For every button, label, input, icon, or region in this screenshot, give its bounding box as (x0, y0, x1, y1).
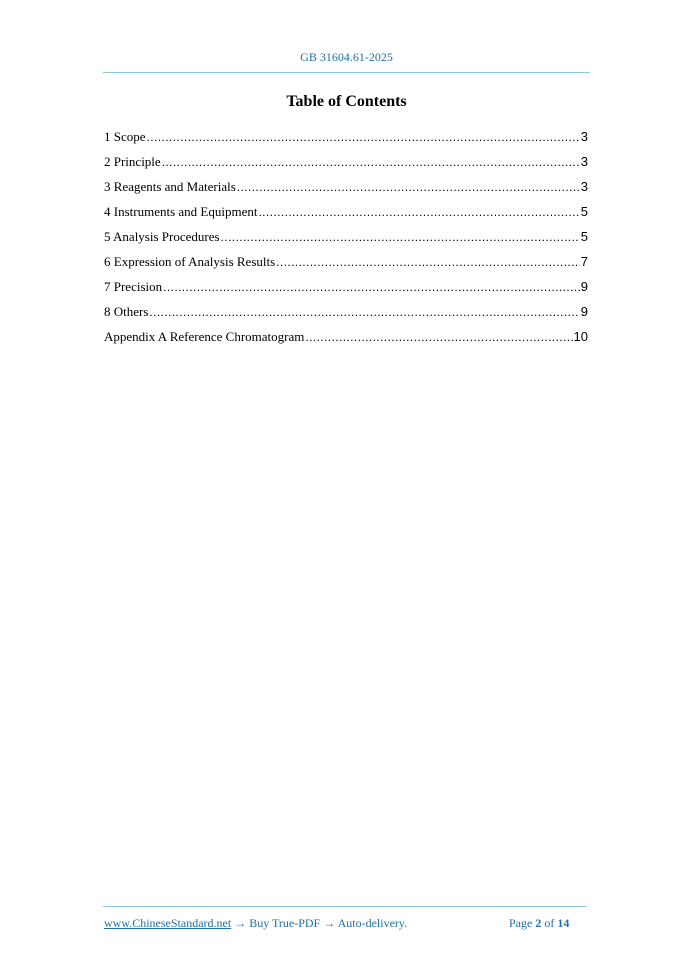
toc-dot-leader (258, 203, 579, 221)
toc-entry-label: 4 Instruments and Equipment (104, 204, 258, 219)
arrow-right-icon: → (231, 916, 250, 930)
toc-entry-label: 1 Scope (104, 129, 146, 144)
toc-dot-leader (162, 153, 580, 171)
toc-entry-page: 9 (580, 279, 588, 294)
page-indicator (509, 916, 589, 931)
toc-entry-page: 5 (580, 204, 588, 219)
toc-entry-scope[interactable] (104, 128, 588, 153)
toc-entry-page: 10 (573, 329, 588, 344)
toc-entry-label: 7 Precision (104, 279, 163, 294)
toc-entry-label: Appendix A Reference Chromatogram (104, 329, 305, 344)
table-of-contents (104, 128, 588, 353)
toc-entry-label: 3 Reagents and Materials (104, 179, 236, 194)
current-page-number: 2 (535, 916, 542, 930)
toc-dot-leader (305, 328, 572, 346)
toc-entry-precision[interactable] (104, 278, 588, 303)
toc-entry-appendix-a[interactable] (104, 328, 588, 353)
toc-entry-procedures[interactable] (104, 228, 588, 253)
page-word: Page (509, 916, 533, 930)
footer-promo (104, 916, 407, 931)
total-pages-number: 14 (557, 916, 570, 930)
toc-dot-leader (163, 278, 580, 296)
toc-entry-page: 7 (580, 254, 588, 269)
of-word: of (544, 916, 555, 930)
toc-entry-page: 5 (580, 229, 588, 244)
header-divider (103, 72, 590, 73)
buy-pdf-text: Buy True-PDF (249, 916, 321, 930)
toc-dot-leader (147, 128, 580, 146)
footer-divider (103, 906, 587, 907)
toc-entry-label: 8 Others (104, 304, 149, 319)
toc-dot-leader (276, 253, 580, 271)
toc-entry-page: 9 (580, 304, 588, 319)
toc-entry-reagents[interactable] (104, 178, 588, 203)
standard-code: GB 31604.61-2025 (300, 50, 393, 64)
toc-entry-page: 3 (580, 154, 588, 169)
toc-entry-others[interactable] (104, 303, 588, 328)
auto-delivery-text: Auto-delivery. (337, 916, 408, 930)
toc-entry-instruments[interactable] (104, 203, 588, 228)
toc-dot-leader (221, 228, 580, 246)
site-link[interactable]: www.ChineseStandard.net (104, 916, 232, 930)
toc-entry-label: 5 Analysis Procedures (104, 229, 220, 244)
toc-dot-leader (149, 303, 579, 321)
toc-entry-page: 3 (580, 179, 588, 194)
toc-entry-principle[interactable] (104, 153, 588, 178)
toc-title: Table of Contents (286, 93, 407, 110)
arrow-right-icon: → (320, 916, 338, 930)
toc-dot-leader (237, 178, 580, 196)
toc-entry-page: 3 (580, 129, 588, 144)
document-header (103, 50, 590, 65)
toc-entry-label: 6 Expression of Analysis Results (104, 254, 276, 269)
toc-entry-label: 2 Principle (104, 154, 161, 169)
toc-entry-results[interactable] (104, 253, 588, 278)
